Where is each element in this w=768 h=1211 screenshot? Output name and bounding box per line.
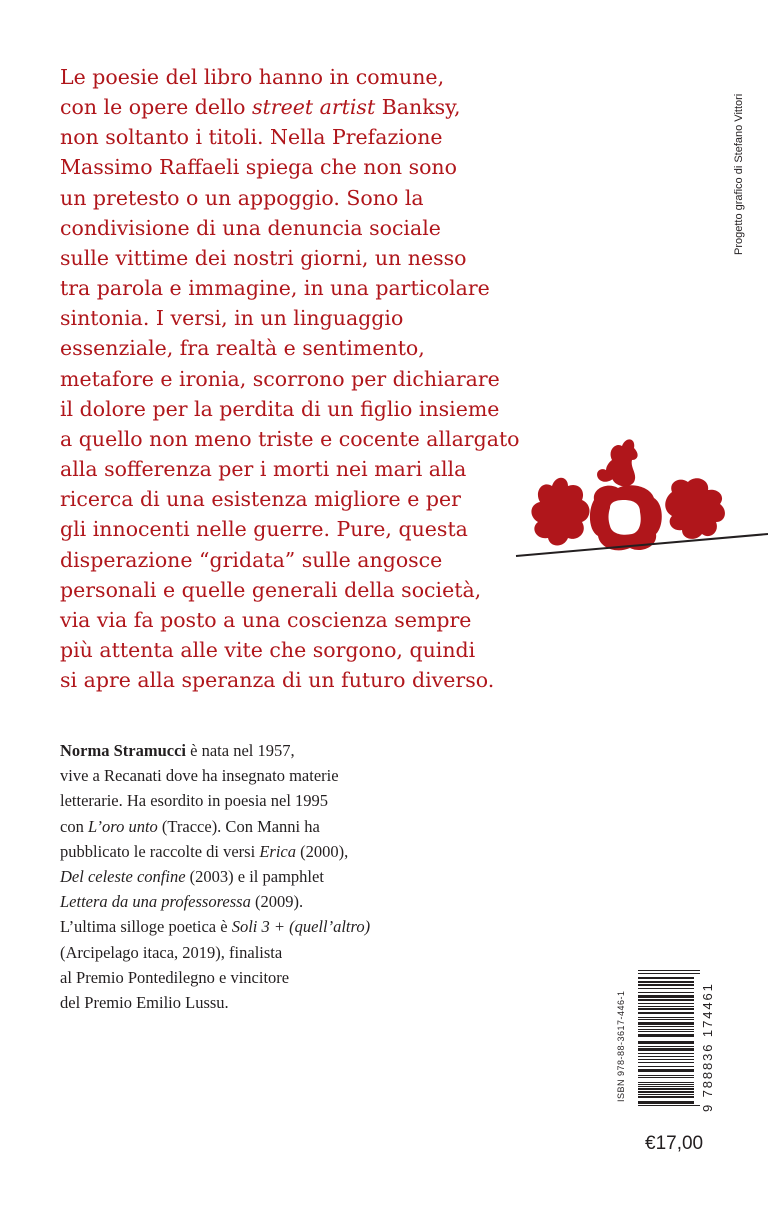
author-name: Norma Stramucci (60, 741, 187, 760)
blurb-line: personali e quelle generali della società, (60, 577, 482, 602)
blurb-line: sulle vittime dei nostri giorni, un nesso (60, 245, 467, 270)
blurb-line: a quello non meno triste e cocente allargato (60, 426, 520, 451)
design-credit: Progetto grafico di Stefano Vittori (733, 93, 745, 255)
book-title: Erica (259, 841, 296, 861)
blurb-line: disperazione “gridata” sulle angosce (60, 547, 443, 572)
book-title: Del celeste confine (60, 867, 186, 887)
blurb-line: gli innocenti nelle guerre. Pure, questa (60, 517, 468, 542)
isbn-label: ISBN 978-88-3617-446-1 (616, 990, 626, 1102)
blurb-line: condivisione di una denuncia sociale (60, 215, 441, 240)
blurb-line: essenziale, fra realtà e sentimento, (60, 336, 425, 361)
book-title: Lettera da una professoressa (60, 892, 251, 912)
blurb-line: il dolore per la perdita di un figlio insieme (60, 396, 500, 421)
author-bio: Norma Stramucci è nata nel 1957, vive a Recanati dove ha insegnato materie letterarie. Ha esordito in poesia nel 1995 con L’oro unto (Tracce). Con Manni ha pubblicato le raccolte di versi Erica (2000), Del celeste confine (2003) e il pamphlet Lettera da una professoressa (2009). L’ultima silloge poetica è Soli 3 + (quell’altro) (Arcipelago itaca, 2019), finalista al Premio Pontedilegno e vincitore del Premio Emilio Lussu. (60, 741, 371, 1013)
blurb-line: ricerca di una esistenza migliore e per (60, 487, 461, 512)
blurb-line: metafore e ironia, scorrono per dichiarare (60, 366, 500, 391)
publisher-logo-icon (512, 430, 768, 562)
book-title: L’oro unto (87, 816, 158, 836)
blurb-line: non soltanto i titoli. Nella Prefazione (60, 125, 443, 150)
blurb-line: si apre alla speranza di un futuro diverso. (60, 668, 495, 693)
blurb-line: con le opere dello street artist Banksy, (60, 95, 461, 120)
blurb-line: un pretesto o un appoggio. Sono la (60, 185, 424, 210)
barcode-number: 9 788836 174461 (700, 982, 715, 1112)
blurb-line: alla sofferenza per i morti nei mari alla (60, 457, 467, 482)
blurb-line: via via fa posto a una coscienza sempre (60, 607, 472, 632)
price: €17,00 (645, 1133, 704, 1154)
blurb-line: Massimo Raffaeli spiega che non sono (60, 155, 457, 180)
blurb-line: sintonia. I versi, in un linguaggio (60, 306, 404, 331)
blurb-text (60, 62, 530, 695)
blurb-line: tra parola e immagine, in una particolare (60, 276, 490, 301)
book-title: Soli 3 + (quell’altro) (231, 917, 371, 937)
blurb-line: Le poesie del libro hanno in comune, (60, 65, 445, 89)
blurb-line: più attenta alle vite che sorgono, quindi (60, 637, 476, 662)
